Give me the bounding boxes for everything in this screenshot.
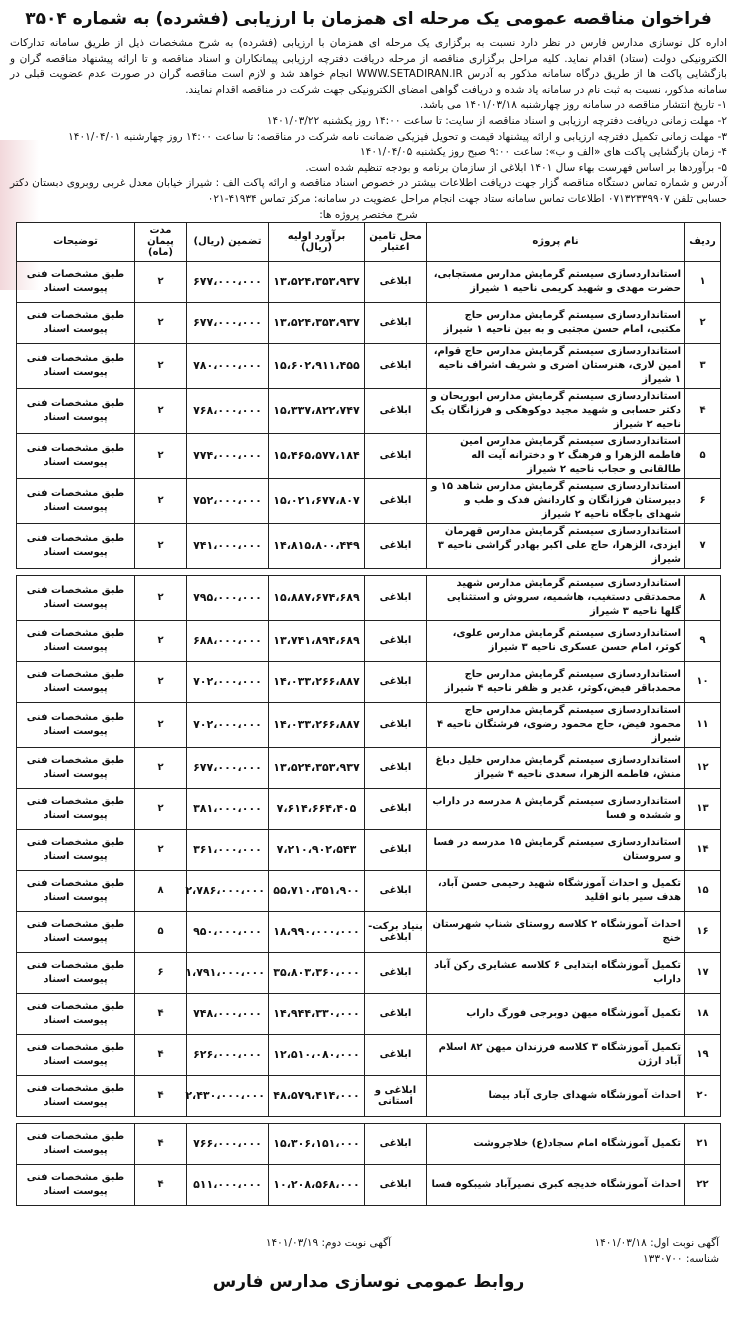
row-number: ۱ [685, 261, 721, 302]
guarantee-amount: ۳۸۱،۰۰۰،۰۰۰ [187, 788, 269, 829]
row-note: طبق مشخصات فنی پیوست اسناد [17, 1034, 135, 1075]
row-number: ۶ [685, 478, 721, 523]
guarantee-amount: ۳۶۱،۰۰۰،۰۰۰ [187, 829, 269, 870]
row-note: طبق مشخصات فنی پیوست اسناد [17, 433, 135, 478]
guarantee-amount: ۷۷۴،۰۰۰،۰۰۰ [187, 433, 269, 478]
row-number: ۱۱ [685, 702, 721, 747]
project-name: استانداردسازی سیستم گرمایش ۱۵ مدرسه در فسا و سروستان [427, 829, 685, 870]
table-gap-cell [17, 1116, 721, 1123]
row-note: طبق مشخصات فنی پیوست اسناد [17, 870, 135, 911]
estimate-amount: ۱۸،۹۹۰،۰۰۰،۰۰۰ [269, 911, 365, 952]
project-name: احداث آموزشگاه خدیجه کبری نصیرآباد شیبکوه فسا [427, 1164, 685, 1205]
estimate-amount: ۷،۲۱۰،۹۰۲،۵۴۳ [269, 829, 365, 870]
guarantee-amount: ۷۸۰،۰۰۰،۰۰۰ [187, 343, 269, 388]
publisher-signature: روابط عمومی نوسازی مدارس فارس [212, 1272, 525, 1292]
table-row [17, 870, 721, 911]
row-number: ۲۱ [685, 1123, 721, 1164]
estimate-amount: ۱۵،۳۳۷،۸۲۲،۷۴۷ [269, 388, 365, 433]
estimate-amount: ۱۴،۰۳۳،۲۶۶،۸۸۷ [269, 661, 365, 702]
row-number: ۲۰ [685, 1075, 721, 1116]
estimate-amount: ۱۳،۵۲۴،۳۵۳،۹۳۷ [269, 302, 365, 343]
table-row [17, 911, 721, 952]
row-number: ۱۲ [685, 747, 721, 788]
row-note: طبق مشخصات فنی پیوست اسناد [17, 302, 135, 343]
funding-source: ابلاغی [365, 620, 427, 661]
project-name: احداث آموزشگاه ۲ کلاسه روستای شناپ شهرستان خنج [427, 911, 685, 952]
project-name: تکمیل آموزشگاه ابتدایی ۶ کلاسه عشایری رکن آباد داراب [427, 952, 685, 993]
guarantee-amount: ۶۷۷،۰۰۰،۰۰۰ [187, 261, 269, 302]
table-row [17, 575, 721, 620]
schedule-item: ۱- تاریخ انتشار مناقصه در سامانه روز چهارشنبه ۱۴۰۱/۰۳/۱۸ می باشد. [419, 99, 727, 112]
row-note: طبق مشخصات فنی پیوست اسناد [17, 747, 135, 788]
guarantee-amount: ۷۹۵،۰۰۰،۰۰۰ [187, 575, 269, 620]
row-number: ۸ [685, 575, 721, 620]
col-header-notes: توضیحات [17, 222, 135, 261]
estimate-amount: ۵۵،۷۱۰،۳۵۱،۹۰۰ [269, 870, 365, 911]
contract-duration: ۴ [135, 1075, 187, 1116]
guarantee-amount: ۲،۴۳۰،۰۰۰،۰۰۰ [187, 1075, 269, 1116]
second-notice-date: آگهی نوبت دوم: ۱۴۰۱/۰۳/۱۹ [265, 1237, 391, 1249]
project-name: استانداردسازی سیستم گرمایش ۸ مدرسه در داراب و ششده و فسا [427, 788, 685, 829]
row-number: ۹ [685, 620, 721, 661]
funding-source: ابلاغی [365, 993, 427, 1034]
row-note: طبق مشخصات فنی پیوست اسناد [17, 702, 135, 747]
funding-source: ابلاغی [365, 1164, 427, 1205]
project-name: استانداردسازی سیستم گرمایش مدارس امین فاطمه الزهرا و فرهنگ ۲ و دخترانه آیت اله طالقانی و حجاب ناحیه ۲ شیراز [427, 433, 685, 478]
first-notice-date: آگهی نوبت اول: ۱۴۰۱/۰۳/۱۸ [594, 1237, 719, 1249]
project-name: تکمیل آموزشگاه ۳ کلاسه فرزندان میهن ۸۲ اسلام آباد ارژن [427, 1034, 685, 1075]
table-row [17, 952, 721, 993]
guarantee-amount: ۱،۷۹۱،۰۰۰،۰۰۰ [187, 952, 269, 993]
project-name: استانداردسازی سیستم گرمایش مدارس شهید محمدتقی دستغیب، هاشمیه، سروش و استثنایی گلها ناحیه ۳ شیراز [427, 575, 685, 620]
estimate-amount: ۱۵،۶۰۲،۹۱۱،۴۵۵ [269, 343, 365, 388]
guarantee-amount: ۷۵۲،۰۰۰،۰۰۰ [187, 478, 269, 523]
guarantee-amount: ۹۵۰،۰۰۰،۰۰۰ [187, 911, 269, 952]
funding-source: ابلاغی [365, 478, 427, 523]
row-number: ۲ [685, 302, 721, 343]
funding-source: ابلاغی [365, 870, 427, 911]
guarantee-amount: ۶۲۶،۰۰۰،۰۰۰ [187, 1034, 269, 1075]
guarantee-amount: ۶۷۷،۰۰۰،۰۰۰ [187, 747, 269, 788]
estimate-amount: ۱۳،۷۴۱،۸۹۴،۶۸۹ [269, 620, 365, 661]
estimate-amount: ۱۵،۸۸۷،۶۷۴،۶۸۹ [269, 575, 365, 620]
guarantee-amount: ۵۱۱،۰۰۰،۰۰۰ [187, 1164, 269, 1205]
table-gap [17, 1116, 721, 1123]
guarantee-amount: ۷۶۸،۰۰۰،۰۰۰ [187, 388, 269, 433]
row-note: طبق مشخصات فنی پیوست اسناد [17, 575, 135, 620]
row-number: ۲۲ [685, 1164, 721, 1205]
contract-duration: ۴ [135, 1034, 187, 1075]
contract-duration: ۲ [135, 261, 187, 302]
funding-source: ابلاغی [365, 433, 427, 478]
table-row [17, 1123, 721, 1164]
funding-source: ابلاغی [365, 829, 427, 870]
row-number: ۱۵ [685, 870, 721, 911]
contract-duration: ۲ [135, 433, 187, 478]
funding-source: ابلاغی [365, 1034, 427, 1075]
contract-duration: ۲ [135, 702, 187, 747]
tender-notice [6, 6, 731, 1206]
intro-paragraph [10, 36, 727, 98]
row-note: طبق مشخصات فنی پیوست اسناد [17, 261, 135, 302]
guarantee-amount: ۷۴۸،۰۰۰،۰۰۰ [187, 993, 269, 1034]
contract-duration: ۲ [135, 788, 187, 829]
table-gap [17, 568, 721, 575]
contract-duration: ۲ [135, 747, 187, 788]
guarantee-amount: ۷۴۱،۰۰۰،۰۰۰ [187, 523, 269, 568]
schedule-item: ۴- زمان بازگشایی پاکت های «الف و ب»: ساعت ۹:۰۰ صبح روز یکشنبه ۱۴۰۱/۰۴/۰۵ [360, 146, 727, 159]
contract-duration: ۴ [135, 993, 187, 1034]
contract-duration: ۲ [135, 829, 187, 870]
funding-source: بنیاد برکت- ابلاغی [365, 911, 427, 952]
table-gap-cell [17, 568, 721, 575]
estimate-amount: ۱۵،۴۶۵،۵۷۷،۱۸۴ [269, 433, 365, 478]
estimate-amount: ۱۵،۰۲۱،۶۷۷،۸۰۷ [269, 478, 365, 523]
row-note: طبق مشخصات فنی پیوست اسناد [17, 952, 135, 993]
row-note: طبق مشخصات فنی پیوست اسناد [17, 661, 135, 702]
project-name: استانداردسازی سیستم گرمایش مدارس حاج مکتبی، امام حسن مجتبی و به بین ناحیه ۱ شیراز [427, 302, 685, 343]
guarantee-amount: ۷۶۶،۰۰۰،۰۰۰ [187, 1123, 269, 1164]
projects-table [16, 222, 721, 1206]
funding-source: ابلاغی [365, 523, 427, 568]
schedule-item: ۵- برآوردها بر اساس فهرست بهاء سال ۱۴۰۱ ابلاغی از سازمان برنامه و بودجه تنظیم شده است. [305, 161, 727, 174]
col-header-estimate: برآورد اولیه (ریال) [269, 222, 365, 261]
intro-text: اداره کل نوسازی مدارس فارس در نظر دارد نسبت به برگزاری یک مرحله ای همزمان با ارزیابی (فشرده) به شرح مشخصات ذیل از طریق سامانه تدارکات الکترونیکی دولت (ستاد) اقدام نماید. کلیه مراحل برگزاری مناقصه از مرحله دریافت دفترچه ارزیابی پیمانکاران و اسناد مناقصه و تا ارائه پیشنهاد مناقصه گران و بازگشایی پاکت ها از طریق درگاه سامانه مذکور به آدرس WWW.SETADIRAN.IR انجام خواهد شد و لازم است مناقصه گران در صورت عدم عضویت قبلی در سامانه مذکور، نسبت به ثبت نام در سامانه یاد شده و دریافت گواهی امضای الکترونیکی جهت شرکت در مناقصه اقدام نمایند. [10, 37, 727, 96]
project-name: استانداردسازی سیستم گرمایش مدارس حاج محمدباقر فیض،کوثر، غدیر و ظفر ناحیه ۴ شیراز [427, 661, 685, 702]
funding-source: ابلاغی [365, 1123, 427, 1164]
funding-source: ابلاغی [365, 952, 427, 993]
col-header-guarantee: تضمین (ریال) [187, 222, 269, 261]
table-row [17, 661, 721, 702]
contract-duration: ۲ [135, 478, 187, 523]
contract-duration: ۴ [135, 1123, 187, 1164]
row-number: ۱۷ [685, 952, 721, 993]
row-number: ۴ [685, 388, 721, 433]
contract-duration: ۶ [135, 952, 187, 993]
table-header-row [17, 222, 721, 261]
guarantee-amount: ۷۰۲،۰۰۰،۰۰۰ [187, 661, 269, 702]
row-note: طبق مشخصات فنی پیوست اسناد [17, 388, 135, 433]
table-row [17, 829, 721, 870]
table-row [17, 478, 721, 523]
funding-source: ابلاغی [365, 747, 427, 788]
project-name: استانداردسازی سیستم گرمایش مدارس حاج محمود فیض، حاج محمود رضوی، فرشتگان ناحیه ۴ شیراز [427, 702, 685, 747]
notice-id: شناسه: ۱۳۳۰۷۰۰ [643, 1253, 719, 1265]
table-row [17, 523, 721, 568]
contract-duration: ۲ [135, 523, 187, 568]
estimate-amount: ۱۳،۵۲۴،۳۵۳،۹۳۷ [269, 747, 365, 788]
col-header-duration: مدت پیمان (ماه) [135, 222, 187, 261]
table-row [17, 747, 721, 788]
table-row [17, 788, 721, 829]
project-name: استانداردسازی سیستم گرمایش مدارس شاهد ۱۵ و دبیرستان فرزانگان و کاردانش فدک و طب و شهدای باجگاه ناحیه ۲ شیراز [427, 478, 685, 523]
col-header-row-no: ردیف [685, 222, 721, 261]
row-note: طبق مشخصات فنی پیوست اسناد [17, 911, 135, 952]
schedule-item: ۲- مهلت زمانی دریافت دفترچه ارزیابی و اسناد مناقصه از سایت: تا ساعت ۱۴:۰۰ روز یکشنبه ۱۴۰۱/۰۳/۲۲ [266, 114, 727, 127]
estimate-amount: ۱۲،۵۱۰،۰۸۰،۰۰۰ [269, 1034, 365, 1075]
project-name: احداث آموزشگاه شهدای جاری آباد بیضا [427, 1075, 685, 1116]
table-row [17, 1034, 721, 1075]
table-row [17, 302, 721, 343]
estimate-amount: ۱۰،۲۰۸،۵۶۸،۰۰۰ [269, 1164, 365, 1205]
contract-duration: ۲ [135, 661, 187, 702]
project-name: استانداردسازی سیستم گرمایش مدارس مستجابی، حضرت مهدی و شهید کریمی ناحیه ۱ شیراز [427, 261, 685, 302]
project-name: استانداردسازی سیستم گرمایش مدارس خلیل دباغ منش، فاطمه الزهرا، سعدی ناحیه ۴ شیراز [427, 747, 685, 788]
contract-duration: ۸ [135, 870, 187, 911]
row-number: ۳ [685, 343, 721, 388]
table-row [17, 1075, 721, 1116]
contract-duration: ۴ [135, 1164, 187, 1205]
table-row [17, 343, 721, 388]
row-number: ۱۹ [685, 1034, 721, 1075]
row-number: ۷ [685, 523, 721, 568]
row-note: طبق مشخصات فنی پیوست اسناد [17, 343, 135, 388]
table-row [17, 388, 721, 433]
project-name: استانداردسازی سیستم گرمایش مدارس حاج قوام، امین لاری، هنرستان اضری و شریف اشراف ناحیه ۱ شیراز [427, 343, 685, 388]
row-note: طبق مشخصات فنی پیوست اسناد [17, 993, 135, 1034]
row-note: طبق مشخصات فنی پیوست اسناد [17, 1164, 135, 1205]
col-header-funding-source: محل تامین اعتبار [365, 222, 427, 261]
project-name: تکمیل آموزشگاه امام سجاد(ع) خلاجروشت [427, 1123, 685, 1164]
row-note: طبق مشخصات فنی پیوست اسناد [17, 1123, 135, 1164]
contract-duration: ۲ [135, 575, 187, 620]
project-name: استانداردسازی سیستم گرمایش مدارس ابوریحان و دکتر حسابی و شهید مجید دوکوهکی و فرزانگان یک ناحیه ۲ شیراز [427, 388, 685, 433]
row-note: طبق مشخصات فنی پیوست اسناد [17, 620, 135, 661]
project-name: استانداردسازی سیستم گرمایش مدارس قهرمان ایزدی، الزهرا، حاج علی اکبر بهادر گراشی ناحیه ۳ شیراز [427, 523, 685, 568]
estimate-amount: ۱۳،۵۲۴،۳۵۳،۹۳۷ [269, 261, 365, 302]
project-name: استانداردسازی سیستم گرمایش مدارس علوی، کوثر، امام حسن عسکری ناحیه ۳ شیراز [427, 620, 685, 661]
contact-info: آدرس و شماره تماس دستگاه مناقصه گزار جهت دریافت اطلاعات بیشتر در خصوص اسناد مناقصه و ارائه پاکت الف : شیراز خیابان معدل غربی روبروی دبستان دکتر حسابی تلفن ۰۷۱۳۲۳۳۹۹۰۷ اطلاعات تماس سامانه ستاد جهت انجام مراحل عضویت در سامانه: مرکز تماس ۴۱۹۳۴-۰۲۱ [10, 177, 727, 205]
table-row [17, 993, 721, 1034]
contract-duration: ۲ [135, 343, 187, 388]
guarantee-amount: ۲،۷۸۶،۰۰۰،۰۰۰ [187, 870, 269, 911]
funding-source: ابلاغی [365, 343, 427, 388]
estimate-amount: ۴۸،۵۷۹،۴۱۴،۰۰۰ [269, 1075, 365, 1116]
funding-source: ابلاغی [365, 261, 427, 302]
row-note: طبق مشخصات فنی پیوست اسناد [17, 829, 135, 870]
estimate-amount: ۱۴،۸۱۵،۸۰۰،۴۴۹ [269, 523, 365, 568]
guarantee-amount: ۶۸۸،۰۰۰،۰۰۰ [187, 620, 269, 661]
row-number: ۱۴ [685, 829, 721, 870]
funding-source: ابلاغی [365, 575, 427, 620]
table-row [17, 1164, 721, 1205]
contract-duration: ۵ [135, 911, 187, 952]
row-number: ۵ [685, 433, 721, 478]
guarantee-amount: ۶۷۷،۰۰۰،۰۰۰ [187, 302, 269, 343]
schedule-item: ۳- مهلت زمانی تکمیل دفترچه ارزیابی و ارائه پیشنهاد قیمت و تحویل فیزیکی ضمانت نامه شرکت در مناقصه: تا ساعت ۱۴:۰۰ روز چهارشنبه ۱۴۰۱/۰۴/۰۱ [68, 130, 727, 143]
guarantee-amount: ۷۰۲،۰۰۰،۰۰۰ [187, 702, 269, 747]
row-note: طبق مشخصات فنی پیوست اسناد [17, 523, 135, 568]
table-row [17, 702, 721, 747]
table-row [17, 433, 721, 478]
row-note: طبق مشخصات فنی پیوست اسناد [17, 1075, 135, 1116]
funding-source: ابلاغی و استانی [365, 1075, 427, 1116]
funding-source: ابلاغی [365, 302, 427, 343]
row-number: ۱۶ [685, 911, 721, 952]
col-header-project-name: نام پروژه [427, 222, 685, 261]
project-name: تکمیل آموزشگاه میهن دوبرجی فورگ داراب [427, 993, 685, 1034]
funding-source: ابلاغی [365, 388, 427, 433]
estimate-amount: ۱۴،۰۳۳،۲۶۶،۸۸۷ [269, 702, 365, 747]
estimate-amount: ۱۴،۹۴۴،۳۳۰،۰۰۰ [269, 993, 365, 1034]
funding-source: ابلاغی [365, 661, 427, 702]
estimate-amount: ۷،۶۱۴،۶۶۴،۴۰۵ [269, 788, 365, 829]
table-body [17, 261, 721, 1205]
row-number: ۱۸ [685, 993, 721, 1034]
project-name: تکمیل و احداث آموزشگاه شهید رحیمی حسن آباد، هدف سیر بانو اقلید [427, 870, 685, 911]
contract-duration: ۲ [135, 388, 187, 433]
contract-duration: ۲ [135, 302, 187, 343]
estimate-amount: ۱۵،۳۰۶،۱۵۱،۰۰۰ [269, 1123, 365, 1164]
estimate-amount: ۳۵،۸۰۳،۳۶۰،۰۰۰ [269, 952, 365, 993]
table-caption: شرح مختصر پروژه ها: [319, 208, 418, 221]
table-row [17, 620, 721, 661]
row-number: ۱۰ [685, 661, 721, 702]
row-note: طبق مشخصات فنی پیوست اسناد [17, 478, 135, 523]
row-number: ۱۳ [685, 788, 721, 829]
schedule-list [6, 98, 731, 176]
funding-source: ابلاغی [365, 702, 427, 747]
contract-duration: ۲ [135, 620, 187, 661]
row-note: طبق مشخصات فنی پیوست اسناد [17, 788, 135, 829]
notice-title: فراخوان مناقصه عمومی یک مرحله ای همزمان با ارزیابی (فشرده) به شماره ۳۵۰۴ [25, 9, 712, 29]
table-row [17, 261, 721, 302]
funding-source: ابلاغی [365, 788, 427, 829]
